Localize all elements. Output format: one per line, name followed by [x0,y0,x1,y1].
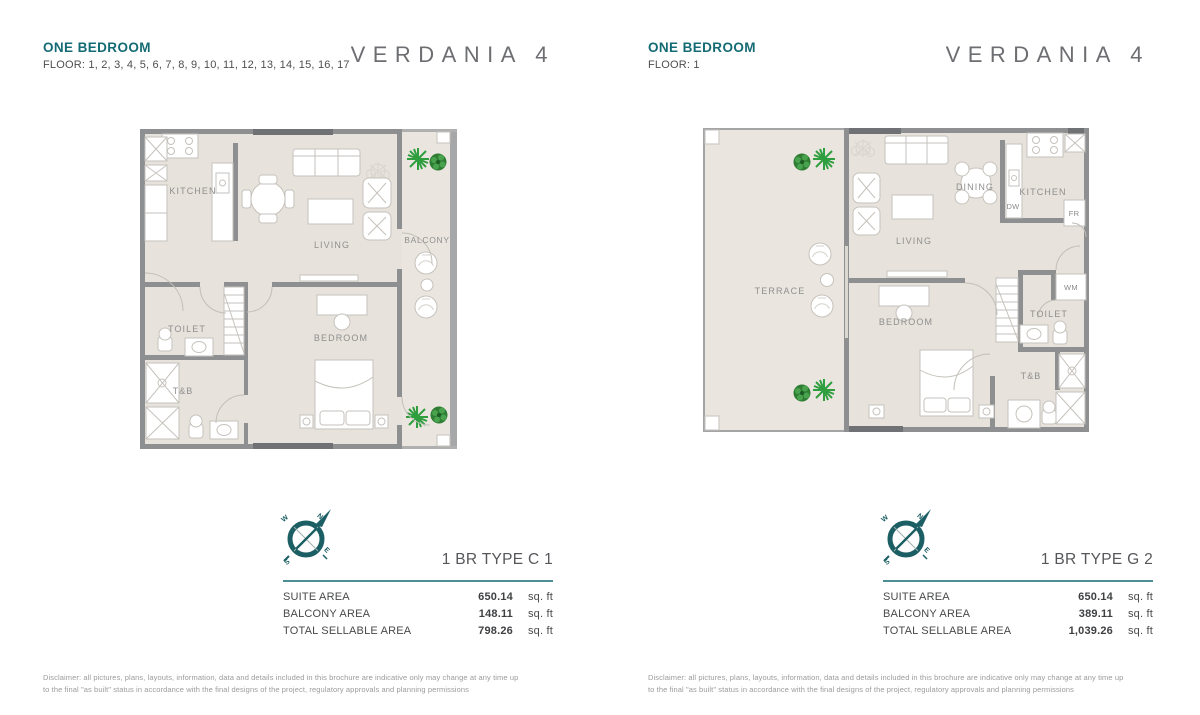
room-label-living: LIVING [895,236,933,246]
panel-header-right [648,40,756,71]
area-unit: sq. ft [527,591,553,603]
area-value: 650.14 [478,591,513,603]
room-label-fr: FR [1068,209,1080,218]
unit-type-title: 1 BR TYPE G 2 [1040,551,1153,568]
page-title: ONE BEDROOM [648,40,756,55]
area-unit: sq. ft [1127,625,1153,637]
area-value: 650.14 [1078,591,1113,603]
area-row-balcony [883,608,1153,620]
area-row-total [283,625,553,637]
disclaimer-right: Disclaimer: all pictures, plans, layouts, information, data and details included in this brochure are indicative only may change at any time up to the final "as built" status in accordance with the final designs of the project, regulatory approvals and planning permissions [648,673,1124,694]
wardrobe [996,278,1018,342]
divider-rule [283,580,553,582]
compass-w: W [880,514,890,524]
room-label-wm: WM [1064,283,1078,292]
room-label-kitchen: KITCHEN [1019,187,1067,197]
room-label-dining: DINING [955,182,995,192]
room-label-terrace: TERRACE [754,286,806,296]
floors-line: FLOOR: 1, 2, 3, 4, 5, 6, 7, 8, 9, 10, 11, 12, 13, 14, 15, 16, 17 [43,59,350,71]
area-label: TOTAL SELLABLE AREA [283,625,412,637]
area-value: 1,039.26 [1068,625,1113,637]
balcony-edge [450,129,457,449]
floors-line: FLOOR: 1 [648,59,700,71]
page-title: ONE BEDROOM [43,40,151,55]
area-unit: sq. ft [527,608,553,620]
area-row-suite [883,591,1153,603]
area-label: BALCONY AREA [883,608,971,620]
area-label: SUITE AREA [283,591,350,603]
wardrobe [224,287,244,355]
compass-e: E [922,546,931,555]
room-label-balcony: BALCONY [404,235,450,245]
room-label-dw: DW [1006,202,1020,211]
room-label-bedroom: BEDROOM [878,317,934,327]
spec-table-right [883,551,1153,637]
room-label-tb: T&B [1020,371,1042,381]
divider-rule [883,580,1153,582]
area-label: TOTAL SELLABLE AREA [883,625,1012,637]
area-value: 148.11 [478,608,513,620]
area-label: SUITE AREA [883,591,950,603]
area-row-balcony [283,608,553,620]
brand-logo: VERDANIA 4 [945,42,1150,67]
compass-w: W [280,514,290,524]
room-label-toilet: TOILET [1030,309,1068,319]
room-label-living: LIVING [313,240,351,250]
room-label-tb: T&B [172,386,194,396]
room-label-toilet: TOILET [168,324,206,334]
area-unit: sq. ft [527,625,553,637]
area-value: 389.11 [1078,608,1113,620]
compass-n: N [915,512,924,522]
area-value: 798.26 [478,625,513,637]
area-unit: sq. ft [1127,591,1153,603]
spec-table-left [283,551,553,637]
room-label-kitchen: KITCHEN [169,186,217,196]
room-label-bedroom: BEDROOM [313,333,369,343]
area-row-suite [283,591,553,603]
compass-n: N [315,512,324,522]
floorplan-type-g2 [703,128,1089,432]
area-row-total [883,625,1153,637]
compass-s: S [883,558,892,567]
area-unit: sq. ft [1127,608,1153,620]
brand-logo: VERDANIA 4 [350,42,555,67]
floorplan-type-c1 [140,129,457,449]
unit-type-title: 1 BR TYPE C 1 [441,551,553,568]
compass-e: E [322,546,331,555]
disclaimer-left: Disclaimer: all pictures, plans, layouts, information, data and details included in this brochure are indicative only may change at any time up to the final "as built" status in accordance with the final designs of the project, regulatory approvals and planning permissions [43,673,519,694]
area-label: BALCONY AREA [283,608,371,620]
compass-s: S [283,558,292,567]
